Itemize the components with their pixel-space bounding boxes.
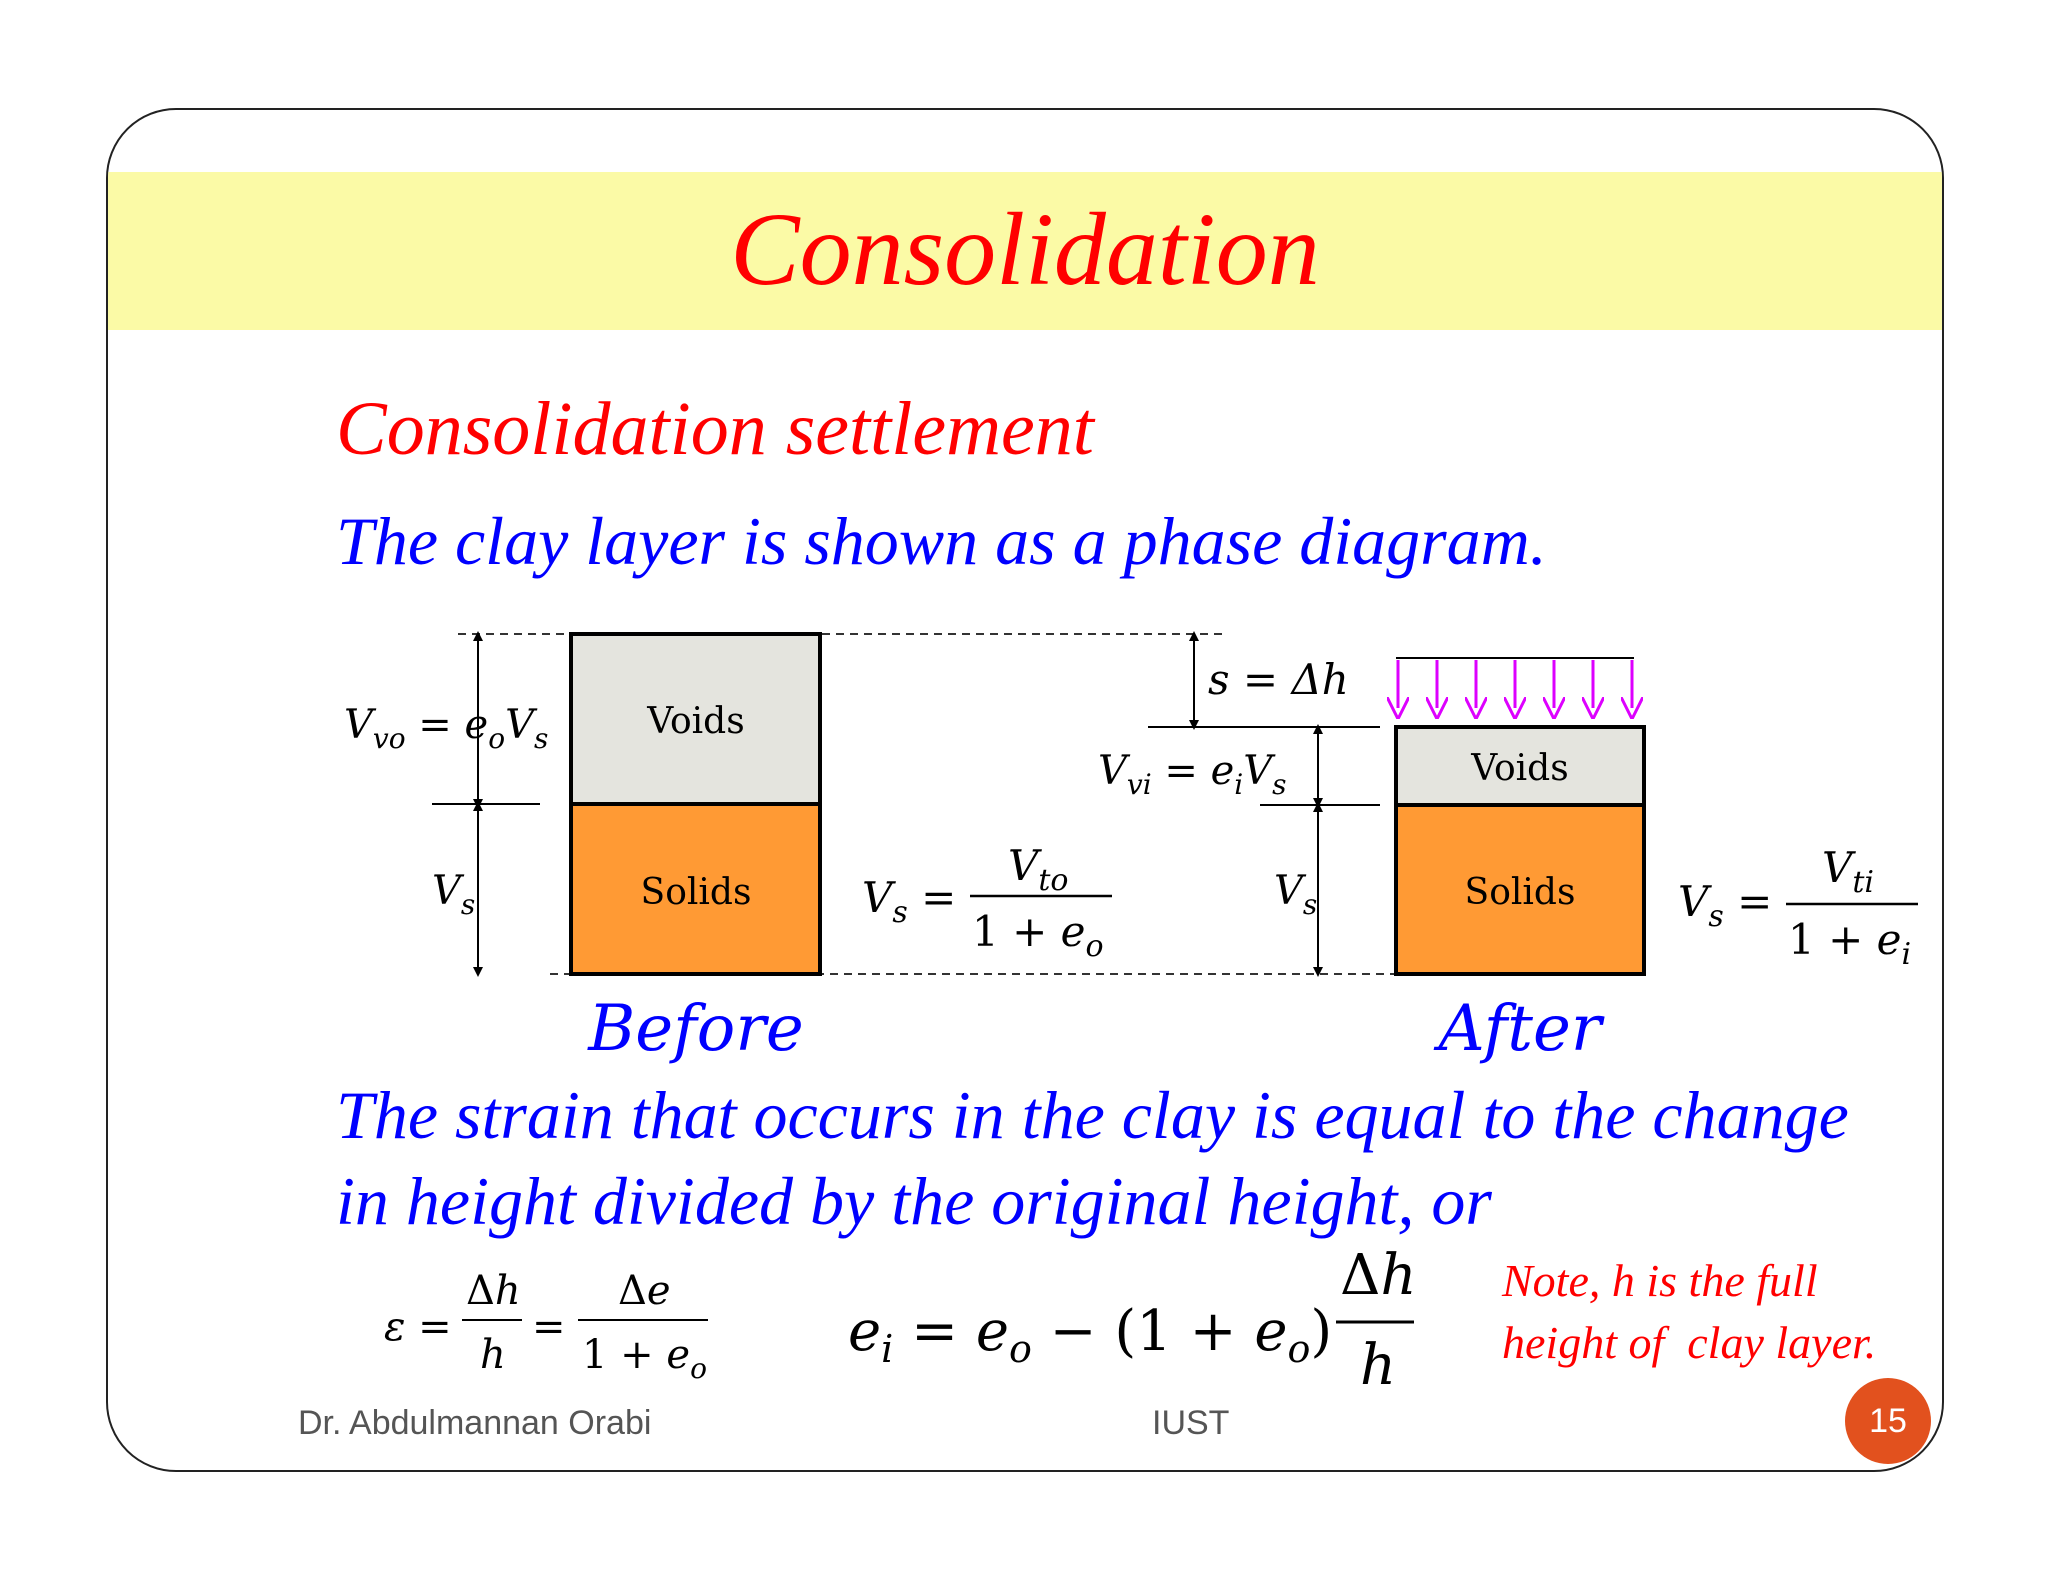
svg-text:Vto: $V_{to}$ xyxy=(1008,841,1069,898)
strain-text-line1: The strain that occurs in the clay is equal to the change xyxy=(336,1077,1849,1153)
svg-text:Vti: $V_{ti}$ xyxy=(1822,843,1874,900)
vvo-equation xyxy=(344,702,548,755)
svg-text:1 + eo: $1 + e_o$ xyxy=(972,907,1104,964)
note xyxy=(1502,1250,1922,1374)
strain-equation xyxy=(384,1268,708,1385)
svg-text:=: = xyxy=(532,1304,566,1350)
svg-text:Δh: Δh xyxy=(466,1268,521,1314)
vs-before-formula xyxy=(862,841,1112,964)
svg-text:Δh: Δh xyxy=(1340,1243,1417,1308)
page-number-badge xyxy=(1845,1378,1931,1464)
svg-text:1 + ei: $1 + e_i$ xyxy=(1788,915,1912,972)
before-label: Before xyxy=(588,992,804,1066)
svg-text:ei = eo − (1 + eo): $e_i = e_o - (1 + e_o)$ xyxy=(848,1299,1333,1371)
svg-text:Δe: Δe xyxy=(618,1268,671,1314)
svg-text:ε =: ε = xyxy=(384,1304,452,1350)
intro-text: The clay layer is shown as a phase diagram. xyxy=(336,503,1547,579)
note-line2: height of clay layer. xyxy=(1502,1317,1877,1368)
footer-author: Dr. Abdulmannan Orabi xyxy=(298,1404,652,1442)
svg-text:h: h xyxy=(1360,1333,1397,1398)
svg-text:Vvo = eoVs: $V_{vo} = e_oV_s$ xyxy=(344,702,549,755)
after-solids-label: Solids xyxy=(1464,872,1576,913)
strain-text-line2: in height divided by the original height, or xyxy=(336,1163,1492,1239)
after-vs-label: $V_s$ xyxy=(1274,868,1318,921)
footer-institution: IUST xyxy=(1152,1404,1230,1442)
void-ratio-equation xyxy=(848,1243,1417,1398)
section-subtitle: Consolidation settlement xyxy=(336,387,1094,471)
before-vs-label: $V_s$ xyxy=(432,868,476,921)
before-solids-label: Solids xyxy=(640,872,752,913)
svg-text:1 + eo: $1 + e_o$ xyxy=(582,1332,707,1385)
after-label: After xyxy=(1438,992,1602,1066)
load-arrows xyxy=(1396,658,1634,708)
settlement-label: s = Δh xyxy=(1208,655,1349,704)
after-voids-label: Voids xyxy=(1471,748,1569,789)
svg-text:Vs =: $V_s$ = xyxy=(1678,877,1773,934)
svg-text:h: h xyxy=(480,1332,506,1378)
note-line1: Note, h is the full xyxy=(1502,1255,1818,1306)
vvi-equation xyxy=(1098,748,1287,801)
vs-after-formula xyxy=(1678,843,1918,972)
slide-title: Consolidation xyxy=(730,192,1320,307)
svg-text:Vvi = eiVs: $V_{vi} = e_iV_s$ xyxy=(1098,748,1287,801)
svg-text:Vs =: $V_s$ = xyxy=(862,873,957,930)
before-voids-label: Voids xyxy=(647,701,745,742)
page-number: 15 xyxy=(1869,1401,1907,1440)
